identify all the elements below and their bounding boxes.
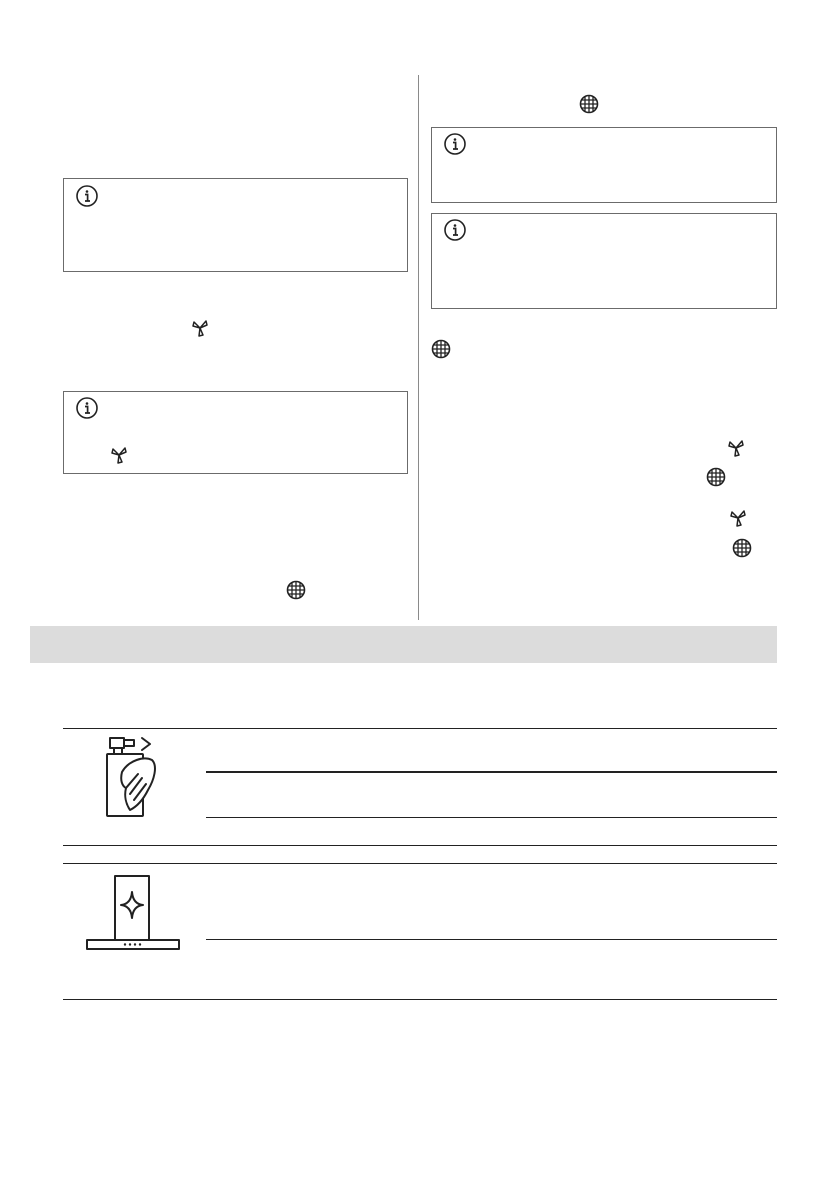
grid-filter-icon [431,339,451,359]
grid-filter-icon [732,538,752,558]
spray-cleaning-icon [104,736,162,818]
grid-filter-icon [286,580,306,600]
table-rule [63,845,777,846]
info-box-left-2 [63,391,408,474]
table-rule [206,771,777,773]
fan-icon [109,445,129,465]
fan-icon [726,438,746,458]
hood-icon [85,874,181,952]
fan-icon [190,318,210,338]
info-icon [76,185,98,207]
table-rule [63,728,777,729]
info-box-left-1 [63,178,408,272]
table-rule [63,863,777,864]
fan-icon [728,508,748,528]
section-header-bar [30,626,777,663]
table-rule [206,939,777,940]
info-icon [444,219,466,241]
info-icon [76,397,98,419]
info-box-right-1 [431,127,777,203]
column-divider [418,75,419,620]
info-icon [444,133,466,155]
info-box-right-2 [431,213,777,309]
table-rule [63,999,777,1000]
grid-filter-icon [706,467,726,487]
table-rule [206,817,777,818]
grid-filter-icon [579,94,599,114]
